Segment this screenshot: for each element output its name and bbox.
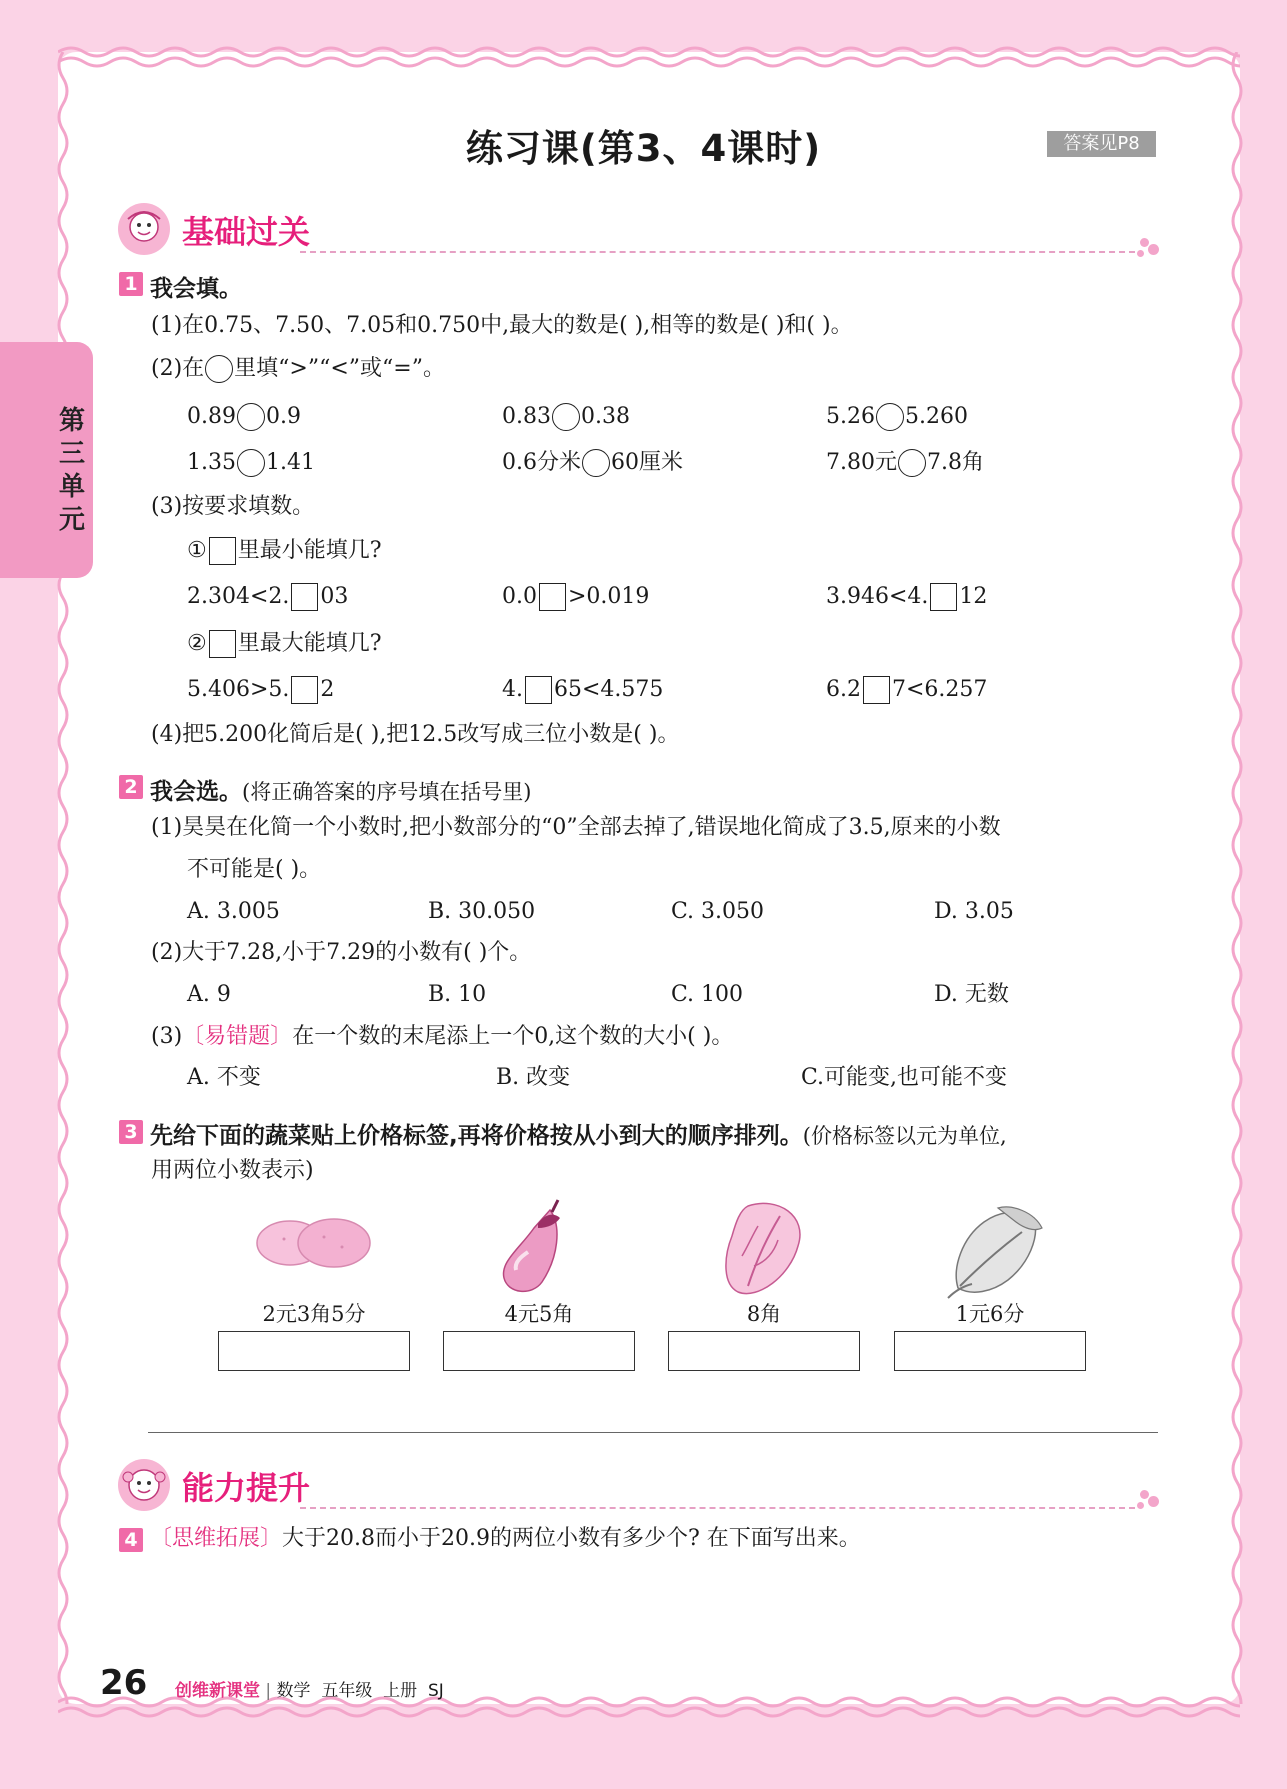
circle-blank[interactable] — [582, 449, 610, 477]
question-heading: 我会填。 — [150, 276, 242, 302]
circle-blank[interactable] — [205, 355, 233, 383]
fill-item — [826, 676, 987, 704]
question-2-part-1-line-2: 不可能是( )。 — [187, 857, 322, 882]
question-4-text — [150, 1525, 861, 1553]
square-blank[interactable] — [863, 676, 890, 704]
text: 先给下面的蔬菜贴上价格标签,再将价格按从小到大的顺序排列。 — [150, 1123, 803, 1149]
square-blank[interactable] — [525, 676, 552, 704]
compare-right: 5.260 — [904, 404, 968, 429]
fill-left: 5.406>5. — [187, 677, 290, 702]
section-separator — [148, 1432, 1158, 1433]
compare-left: 5.26 — [826, 404, 875, 429]
compare-item — [826, 449, 984, 477]
text: (2)在 — [151, 356, 205, 381]
text: (3) — [151, 1024, 183, 1049]
compare-left: 0.89 — [187, 404, 236, 429]
sub-question-min — [187, 537, 382, 565]
compare-right: 60厘米 — [611, 450, 683, 475]
fill-left: 0.0 — [502, 584, 537, 609]
square-blank[interactable] — [539, 583, 566, 611]
heading-note: (将正确答案的序号填在括号里) — [242, 780, 532, 804]
sub-question-max — [187, 630, 382, 658]
text: ① — [187, 538, 207, 563]
option-b[interactable]: B. 10 — [428, 982, 487, 1007]
option-d[interactable]: D. 3.05 — [934, 899, 1014, 924]
section-title-basic: 基础过关 — [182, 213, 311, 251]
question-1-part-2 — [151, 355, 445, 383]
compare-left: 0.83 — [502, 404, 551, 429]
fill-left: 3.946<4. — [826, 584, 929, 609]
fill-right: 12 — [959, 584, 988, 609]
section-title-advanced: 能力提升 — [182, 1469, 311, 1507]
text: 在一个数的末尾添上一个0,这个数的大小( )。 — [292, 1024, 734, 1049]
decor-dot — [1137, 1502, 1144, 1509]
mascot-icon — [118, 1459, 170, 1511]
square-blank[interactable] — [291, 583, 318, 611]
text: 里填“>”“<”或“=”。 — [234, 356, 445, 381]
circle-blank[interactable] — [237, 449, 265, 477]
mascot-icon — [118, 203, 170, 255]
square-blank[interactable] — [209, 537, 236, 565]
compare-right: 7.8角 — [927, 450, 984, 475]
text: 里最小能填几? — [237, 538, 382, 563]
decor-dot — [1137, 250, 1144, 257]
question-2-part-1-line-1: (1)昊昊在化简一个小数时,把小数部分的“0”全部去掉了,错误地化简成了3.5,原来的小数 — [151, 815, 1001, 840]
text: 我会选。 — [150, 779, 242, 805]
question-1-part-1: (1)在0.75、7.50、7.05和0.750中,最大的数是( ),相等的数是( )和( )。 — [151, 313, 853, 338]
compare-right: 0.9 — [265, 404, 301, 429]
fill-right: 2 — [320, 677, 335, 702]
square-blank[interactable] — [291, 676, 318, 704]
compare-right: 0.38 — [580, 404, 630, 429]
bok-choy-icon — [938, 1198, 1048, 1302]
decor-dot — [1140, 1490, 1149, 1499]
text: 里最大能填几? — [237, 631, 382, 656]
compare-left: 1.35 — [187, 450, 236, 475]
option-a[interactable]: A. 3.005 — [187, 899, 280, 924]
circle-blank[interactable] — [552, 403, 580, 431]
question-heading — [150, 773, 531, 806]
compare-item — [187, 403, 301, 431]
fill-right: >0.019 — [568, 584, 650, 609]
question-2-part-2: (2)大于7.28,小于7.29的小数有( )个。 — [151, 940, 532, 965]
fill-item — [502, 676, 663, 704]
price-label: 1元6分 — [955, 1302, 1025, 1326]
square-blank[interactable] — [930, 583, 957, 611]
section-divider-advanced — [300, 1507, 1135, 1509]
compare-left: 7.80元 — [826, 450, 897, 475]
footer-grade: 五年级 — [321, 1681, 373, 1701]
fill-item — [187, 676, 334, 704]
compare-item — [502, 449, 683, 477]
compare-left: 0.6分米 — [502, 450, 581, 475]
right-wave-border — [1222, 52, 1252, 1704]
option-b[interactable]: B. 改变 — [496, 1065, 571, 1090]
question-2-part-3 — [151, 1023, 733, 1051]
option-c[interactable]: C. 3.050 — [671, 899, 765, 924]
question-1-part-3: (3)按要求填数。 — [151, 494, 315, 519]
price-tag-box[interactable] — [894, 1331, 1086, 1371]
compare-item — [826, 403, 968, 431]
compare-right: 1.41 — [265, 450, 315, 475]
top-wave-border — [58, 40, 1240, 74]
compare-item — [502, 403, 630, 431]
option-c[interactable]: C.可能变,也可能不变 — [801, 1065, 1008, 1090]
eggplant-icon — [498, 1198, 578, 1298]
thinking-extension-tag: 〔思维拓展〕 — [150, 1526, 283, 1551]
potato-icon — [254, 1213, 374, 1271]
unit-side-tab-label: 第三单元 — [58, 406, 85, 535]
circle-blank[interactable] — [237, 403, 265, 431]
left-wave-border — [48, 52, 78, 1704]
option-a[interactable]: A. 不变 — [187, 1065, 261, 1090]
page-number: 26 — [100, 1663, 148, 1703]
footer-info: 创维新课堂 | 数学 五年级 上册 SJ — [175, 1681, 444, 1701]
square-blank[interactable] — [209, 630, 236, 658]
price-label: 8角 — [746, 1302, 782, 1326]
fill-left: 6.2 — [826, 677, 861, 702]
fill-left: 4. — [502, 677, 523, 702]
question-heading — [150, 1117, 1007, 1150]
question-number: 1 — [119, 272, 143, 296]
decor-dot — [1148, 244, 1159, 255]
option-d[interactable]: D. 无数 — [934, 982, 1009, 1007]
question-number: 2 — [119, 775, 143, 799]
fill-right: 03 — [320, 584, 349, 609]
question-3-note: 用两位小数表示) — [151, 1158, 314, 1183]
price-tag-box[interactable] — [668, 1331, 860, 1371]
error-prone-tag: 〔易错题〕 — [182, 1024, 293, 1049]
option-a[interactable]: A. 9 — [187, 982, 231, 1007]
answer-reference-badge: 答案见P8 — [1047, 131, 1156, 157]
option-c[interactable]: C. 100 — [671, 982, 744, 1007]
option-b[interactable]: B. 30.050 — [428, 899, 536, 924]
section-divider-basic — [300, 251, 1135, 253]
fill-item — [502, 583, 649, 611]
fill-right: 65<4.575 — [554, 677, 664, 702]
fill-item — [187, 583, 348, 611]
price-tag-box[interactable] — [218, 1331, 410, 1371]
question-number: 3 — [119, 1120, 143, 1144]
footer-brand: 创维新课堂 — [175, 1681, 260, 1701]
price-label: 4元5角 — [504, 1302, 574, 1326]
page-title: 练习课(第3、4课时) — [465, 127, 822, 170]
circle-blank[interactable] — [876, 403, 904, 431]
footer-edition: SJ — [427, 1681, 444, 1701]
compare-item — [187, 449, 315, 477]
text: ② — [187, 631, 207, 656]
text: 大于20.8而小于20.9的两位小数有多少个? 在下面写出来。 — [282, 1526, 861, 1551]
fill-right: 7<6.257 — [892, 677, 988, 702]
footer-subject: 数学 — [276, 1681, 311, 1701]
question-number: 4 — [119, 1528, 143, 1552]
question-1-part-4: (4)把5.200化简后是( ),把12.5改写成三位小数是( )。 — [151, 722, 680, 747]
price-label: 2元3角5分 — [262, 1302, 366, 1326]
fill-item — [826, 583, 987, 611]
decor-dot — [1140, 238, 1149, 247]
price-tag-box[interactable] — [443, 1331, 635, 1371]
fill-left: 2.304<2. — [187, 584, 290, 609]
napa-cabbage-icon — [718, 1196, 814, 1300]
footer-volume: 上册 — [383, 1681, 418, 1701]
decor-dot — [1148, 1496, 1159, 1507]
circle-blank[interactable] — [898, 449, 926, 477]
heading-note: (价格标签以元为单位, — [802, 1124, 1007, 1148]
